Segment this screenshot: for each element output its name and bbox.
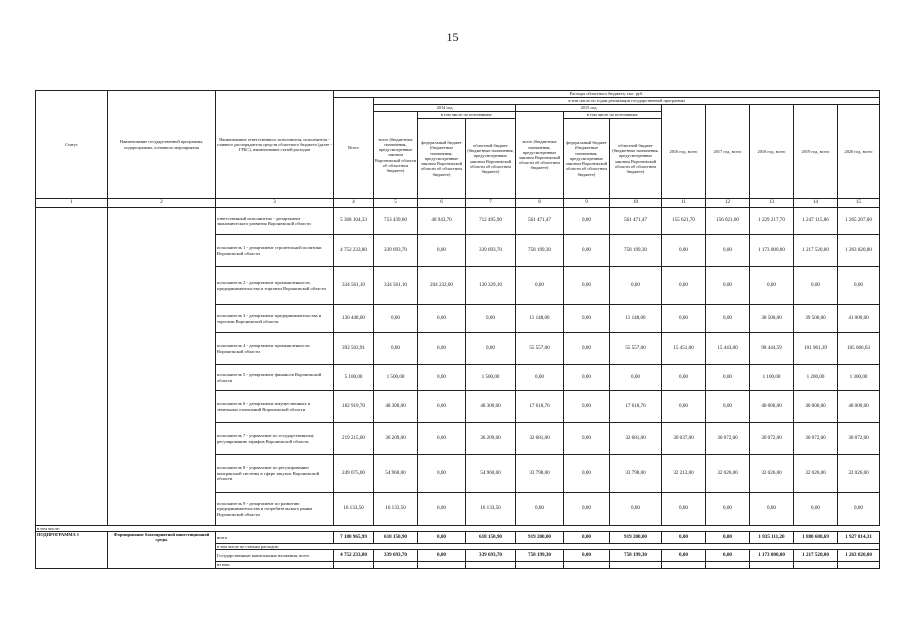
value-cell: 32 681,00 (610, 423, 662, 455)
value-cell: 16 133,50 (334, 493, 374, 526)
value-cell: 758 199,30 (516, 235, 564, 267)
in-that-number-label: в том числе: (36, 526, 880, 532)
value-cell: 11 148,00 (516, 305, 564, 333)
value-cell: 98 444,59 (750, 333, 794, 365)
value-cell: 30 072,00 (838, 423, 880, 455)
value-cell: 156 021,00 (706, 208, 750, 235)
header-year-2014: 2014 год (374, 105, 516, 112)
value-cell: 753 439,60 (374, 208, 418, 235)
column-number: 13 (750, 199, 794, 208)
value-cell: 1 265 207,00 (838, 208, 880, 235)
value-cell: 249 075,00 (334, 455, 374, 493)
value-cell: 0,00 (564, 532, 610, 544)
value-cell: 919 200,00 (610, 532, 662, 544)
column-number: 1 (36, 199, 108, 208)
value-cell: 0,00 (706, 493, 750, 526)
header-2018: 2018 год, всего (750, 105, 794, 199)
value-cell: 0,00 (706, 532, 750, 544)
value-cell: 0,00 (750, 493, 794, 526)
header-2014-total: всего (бюджетные назначения, предусмотренные законом Воронежской области об областном бюджете) (374, 112, 418, 199)
value-cell: 1 927 814,31 (838, 532, 880, 544)
value-cell: 32 681,00 (516, 423, 564, 455)
value-cell: 0,00 (706, 305, 750, 333)
value-cell: 758 199,30 (610, 550, 662, 562)
column-number: 8 (516, 199, 564, 208)
value-cell: 48 300,00 (374, 391, 418, 423)
value-cell: 1 217 520,00 (794, 550, 838, 562)
column-number: 2 (108, 199, 216, 208)
value-cell: 33 798,00 (610, 455, 662, 493)
value-cell: 0,00 (794, 267, 838, 305)
value-cell: 204 232,00 (418, 267, 466, 305)
value-cell: 0,00 (418, 333, 466, 365)
header-status: Статус (36, 91, 108, 199)
value-cell: 339 693,70 (466, 235, 516, 267)
value-cell: 40 943,70 (418, 208, 466, 235)
value-cell: 1 263 820,80 (838, 550, 880, 562)
capital-investments-label: Государственные капитальные вложения, всего (216, 550, 334, 562)
value-cell: 54 960,00 (466, 455, 516, 493)
header-2019: 2019 год, всего (794, 105, 838, 199)
value-cell: 30 072,00 (794, 423, 838, 455)
value-cell: 54 960,00 (374, 455, 418, 493)
value-cell: 32 026,00 (750, 455, 794, 493)
value-cell: 32 026,00 (794, 455, 838, 493)
value-cell: 758 199,30 (516, 550, 564, 562)
value-cell: 712 495,90 (466, 208, 516, 235)
value-cell: 5 368 104,33 (334, 208, 374, 235)
value-cell: 105 666,63 (838, 333, 880, 365)
header-2016: 2016 год, всего (662, 105, 706, 199)
value-cell: 0,00 (374, 305, 418, 333)
value-cell: 0,00 (564, 208, 610, 235)
value-cell: 36 209,00 (466, 423, 516, 455)
value-cell: 0,00 (564, 333, 610, 365)
value-cell: 618 150,90 (466, 532, 516, 544)
value-cell: 0,00 (662, 493, 706, 526)
value-cell: 0,00 (662, 391, 706, 423)
value-cell: 0,00 (564, 235, 610, 267)
value-cell: 1 247 115,86 (794, 208, 838, 235)
value-cell: 1 300,00 (838, 365, 880, 391)
header-2014-federal: федеральный бюджет (бюджетные назначения, предусмотренные законом Воронежской области об областном бюджете) (418, 119, 466, 199)
value-cell: 0,00 (418, 550, 466, 562)
value-cell: 130 329,10 (466, 267, 516, 305)
value-cell: 30 072,00 (706, 423, 750, 455)
value-cell: 339 693,70 (374, 235, 418, 267)
value-cell: 1 500,00 (466, 365, 516, 391)
executor-name: исполнитель 7 - управление по государственному регулированию тарифов Воронежской области (216, 423, 334, 455)
value-cell: 1 835 111,20 (750, 532, 794, 544)
value-cell: 0,00 (794, 493, 838, 526)
executor-name: исполнитель 2 - департамент промышленности, предпринимательства и торговли Воронежской области (216, 267, 334, 305)
value-cell: 33 798,00 (516, 455, 564, 493)
value-cell: 41 000,00 (838, 305, 880, 333)
value-cell: 339 693,70 (466, 550, 516, 562)
value-cell: 1 173 000,00 (750, 235, 794, 267)
value-cell: 130 448,00 (334, 305, 374, 333)
executor-name: исполнитель 1 - департамент строительной политики Воронежской области (216, 235, 334, 267)
column-number: 10 (610, 199, 662, 208)
column-number: 14 (794, 199, 838, 208)
value-cell: 32 026,00 (838, 455, 880, 493)
executor-name: исполнитель 9 - департамент по развитию предпринимательства и потребительского рынка Воронежской области (216, 493, 334, 526)
value-cell: 0,00 (564, 365, 610, 391)
value-cell: 30 037,00 (662, 423, 706, 455)
header-2014-regional: областной бюджет (бюджетные назначения, предусмотренные законом Воронежской области об областном бюджете) (466, 119, 516, 199)
page-number: 15 (446, 30, 459, 44)
by-articles-label: в том числе по статьям расходов: (216, 544, 880, 550)
executor-name: исполнитель 5 - департамент финансов Воронежской области (216, 365, 334, 391)
value-cell: 30 072,00 (750, 423, 794, 455)
value-cell: 182 919,70 (334, 391, 374, 423)
value-cell: 40 000,00 (750, 391, 794, 423)
value-cell: 392 503,91 (334, 333, 374, 365)
value-cell: 0,00 (516, 493, 564, 526)
value-cell: 5 100,00 (334, 365, 374, 391)
column-number: 7 (466, 199, 516, 208)
value-cell: 0,00 (610, 267, 662, 305)
value-cell: 0,00 (418, 235, 466, 267)
value-cell: 38 500,00 (750, 305, 794, 333)
value-cell: 0,00 (838, 493, 880, 526)
value-cell: 16 133,50 (374, 493, 418, 526)
value-cell: 32 026,00 (706, 455, 750, 493)
header-2020: 2020 год, всего (838, 105, 880, 199)
value-cell: 40 000,00 (794, 391, 838, 423)
value-cell: 339 693,70 (374, 550, 418, 562)
value-cell: 0,00 (750, 267, 794, 305)
value-cell: 17 618,70 (516, 391, 564, 423)
value-cell: 0,00 (516, 365, 564, 391)
value-cell: 0,00 (418, 423, 466, 455)
table-row (36, 208, 880, 235)
value-cell: 0,00 (662, 550, 706, 562)
value-cell: 7 180 965,99 (334, 532, 374, 544)
value-cell: 0,00 (610, 493, 662, 526)
value-cell: 0,00 (418, 391, 466, 423)
value-cell: 0,00 (418, 493, 466, 526)
value-cell: 561 471,47 (610, 208, 662, 235)
value-cell: 334 561,10 (374, 267, 418, 305)
header-responsible: Наименование ответственного исполнителя, исполнителя - главного распорядителя средств областного бюджета (далее - ГРБС), наименование статей расходов (216, 91, 334, 199)
header-year-2015: 2015 год (516, 105, 662, 112)
value-cell: 561 471,47 (516, 208, 564, 235)
value-cell: 4 752 233,80 (334, 235, 374, 267)
value-cell: 16 133,50 (466, 493, 516, 526)
value-cell: 0,00 (662, 235, 706, 267)
value-cell: 1 500,00 (374, 365, 418, 391)
executor-name: ответственный исполнитель - департамент экономического развития Воронежской области (216, 208, 334, 235)
header-expenses-title: Расходы областного бюджета, тыс. руб. (334, 91, 880, 98)
value-cell: 101 961,39 (794, 333, 838, 365)
subprogram-name: Формирование благоприятной инвестиционной среды (108, 532, 216, 568)
value-cell: 0,00 (706, 235, 750, 267)
subprogram-total-label: всего (216, 532, 334, 544)
value-cell: 1 229 217,70 (750, 208, 794, 235)
value-cell: 0,00 (706, 391, 750, 423)
column-number: 11 (662, 199, 706, 208)
column-number: 4 (334, 199, 374, 208)
header-2015-federal: федеральный бюджет (бюджетные назначения, предусмотренные законом Воронежской области об областном бюджете) (564, 119, 610, 199)
value-cell: 334 561,10 (334, 267, 374, 305)
program-name-cell (108, 208, 216, 526)
value-cell: 1 173 000,00 (750, 550, 794, 562)
column-number: 12 (706, 199, 750, 208)
value-cell: 0,00 (564, 550, 610, 562)
executor-name: исполнитель 3 - департамент предпринимательства и торговли Воронежской области (216, 305, 334, 333)
value-cell: 11 148,00 (610, 305, 662, 333)
value-cell: 155 621,70 (662, 208, 706, 235)
value-cell: 0,00 (706, 267, 750, 305)
value-cell: 0,00 (564, 455, 610, 493)
value-cell: 48 300,00 (466, 391, 516, 423)
executor-name: исполнитель 8 - управление по регулированию контрактной системы в сфере закупок Воронежской области (216, 455, 334, 493)
value-cell: 0,00 (466, 333, 516, 365)
header-total: Всего (334, 98, 374, 199)
header-2015-total: всего (бюджетные назначения, предусмотренные законом Воронежской области об областном бюджете) (516, 112, 564, 199)
header-2015-sources: в том числе по источникам: (564, 112, 662, 119)
value-cell: 0,00 (466, 305, 516, 333)
column-number: 9 (564, 199, 610, 208)
value-cell: 0,00 (564, 391, 610, 423)
value-cell: 0,00 (564, 305, 610, 333)
column-numbers-row (36, 199, 880, 208)
value-cell: 0,00 (418, 305, 466, 333)
executor-name: исполнитель 6 - департамент имущественных и земельных отношений Воронежской области (216, 391, 334, 423)
value-cell: 1 200,00 (794, 365, 838, 391)
value-cell: 618 150,90 (374, 532, 418, 544)
column-number: 3 (216, 199, 334, 208)
value-cell: 32 213,00 (662, 455, 706, 493)
value-cell: 0,00 (838, 267, 880, 305)
subprogram-status: ПОДПРОГРАММА 1 (36, 532, 108, 568)
subprogram-total-row (36, 532, 880, 544)
header-2017: 2017 год, всего (706, 105, 750, 199)
header-2015-regional: областной бюджет (бюджетные назначения, предусмотренные законом Воронежской области об областном бюджете) (610, 119, 662, 199)
value-cell: 1 100,00 (750, 365, 794, 391)
value-cell: 39 500,00 (794, 305, 838, 333)
value-cell: 919 200,00 (516, 532, 564, 544)
value-cell: 0,00 (706, 365, 750, 391)
header-by-years: в том числе по годам реализации государственной программы (374, 98, 880, 105)
value-cell: 4 752 233,80 (334, 550, 374, 562)
value-cell: 1 217 520,00 (794, 235, 838, 267)
value-cell: 0,00 (610, 365, 662, 391)
value-cell: 758 199,30 (610, 235, 662, 267)
value-cell: 0,00 (564, 493, 610, 526)
value-cell: 1 263 820,80 (838, 235, 880, 267)
value-cell: 1 880 688,69 (794, 532, 838, 544)
value-cell: 0,00 (706, 550, 750, 562)
of-them-label: из них: (216, 562, 334, 568)
value-cell: 0,00 (564, 423, 610, 455)
value-cell: 0,00 (374, 333, 418, 365)
value-cell: 40 000,00 (838, 391, 880, 423)
value-cell: 0,00 (418, 532, 466, 544)
value-cell: 0,00 (662, 532, 706, 544)
executor-name: исполнитель 4 - департамент промышленности Воронежской области (216, 333, 334, 365)
value-cell: 0,00 (564, 267, 610, 305)
value-cell: 0,00 (418, 455, 466, 493)
value-cell: 55 557,00 (516, 333, 564, 365)
expenses-table (35, 90, 880, 569)
value-cell: 36 209,00 (374, 423, 418, 455)
value-cell: 15 443,00 (706, 333, 750, 365)
value-cell: 55 557,00 (610, 333, 662, 365)
column-number: 5 (374, 199, 418, 208)
value-cell: 17 618,70 (610, 391, 662, 423)
header-program-name: Наименование государственной программы, подпрограммы, основного мероприятия (108, 91, 216, 199)
value-cell: 0,00 (662, 305, 706, 333)
column-number: 15 (838, 199, 880, 208)
value-cell: 0,00 (662, 365, 706, 391)
column-number: 6 (418, 199, 466, 208)
value-cell: 219 215,00 (334, 423, 374, 455)
value-cell: 0,00 (662, 267, 706, 305)
value-cell: 15 451,00 (662, 333, 706, 365)
value-cell: 0,00 (418, 365, 466, 391)
value-cell: 0,00 (516, 267, 564, 305)
status-cell (36, 208, 108, 526)
header-2014-sources: в том числе по источникам: (418, 112, 516, 119)
